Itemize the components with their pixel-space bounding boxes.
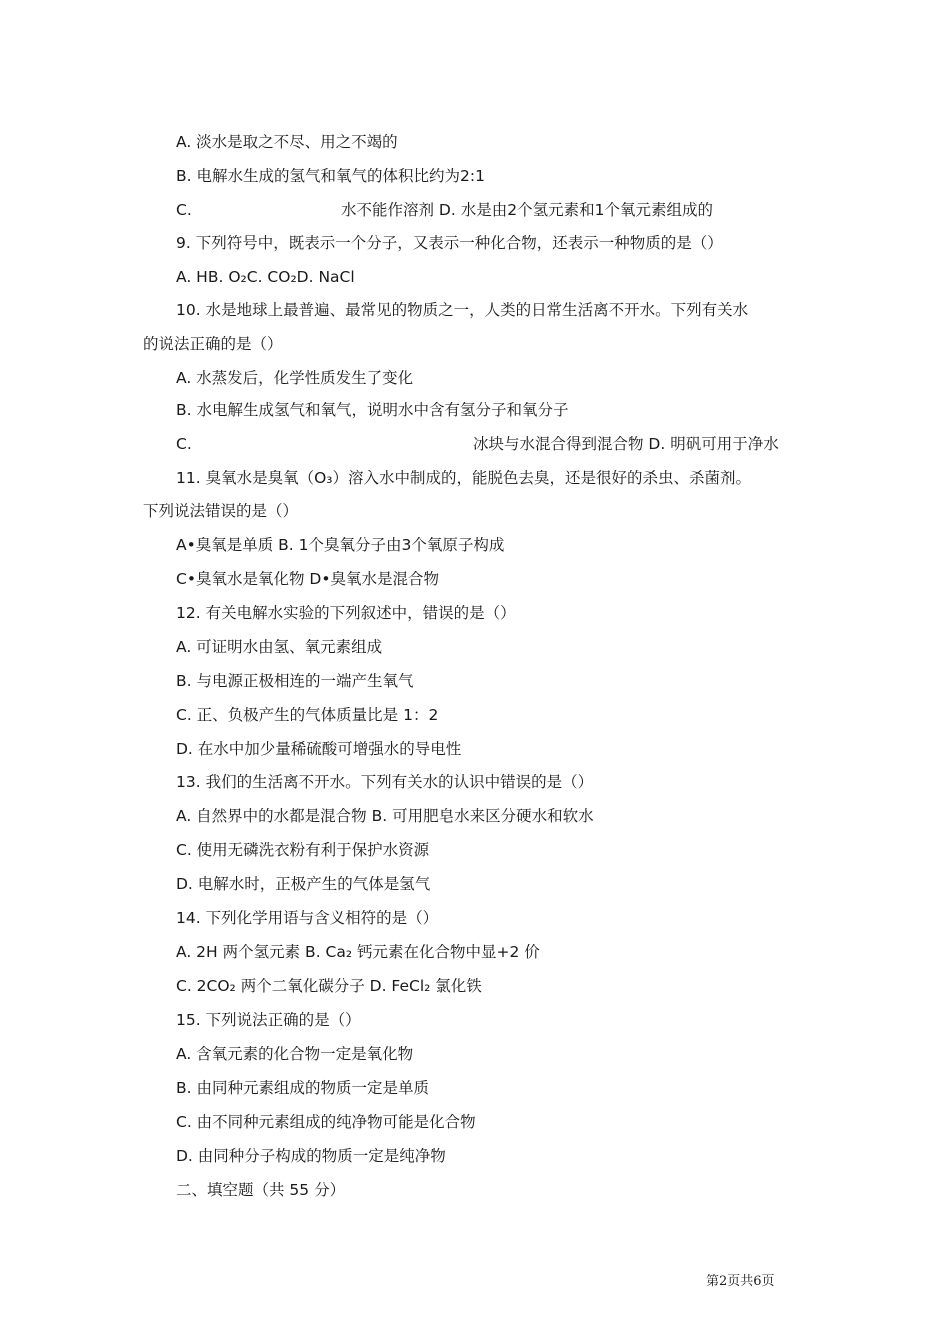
question-line: 14. 下列化学用语与含义相符的是（） <box>176 909 439 927</box>
page-footer: 第2页共6页 <box>706 1274 775 1289</box>
option-line: D. 电解水时，正极产生的气体是氢气 <box>176 875 431 893</box>
option-label: C. <box>176 435 192 453</box>
question-line: 15. 下列说法正确的是（） <box>176 1011 361 1029</box>
question-line: 12. 有关电解水实验的下列叙述中，错误的是（） <box>176 604 516 622</box>
option-text: 水不能作溶剂 D. 水是由2个氢元素和1个氧元素组成的 <box>341 201 713 219</box>
option-line: C. 正、负极产生的气体质量比是 1：2 <box>176 706 439 724</box>
option-line: A. 水蒸发后，化学性质发生了变化 <box>176 369 414 387</box>
question-line: 下列说法错误的是（） <box>143 502 299 520</box>
option-line: C•臭氧水是氧化物 D•臭氧水是混合物 <box>176 570 439 588</box>
option-text: 冰块与水混合得到混合物 D. 明矾可用于净水 <box>473 435 779 453</box>
option-line: C. 2CO₂ 两个二氧化碳分子 D. FeCl₂ 氯化铁 <box>176 977 482 995</box>
option-line: A. 自然界中的水都是混合物 B. 可用肥皂水来区分硬水和软水 <box>176 807 594 825</box>
option-line: B. 与电源正极相连的一端产生氧气 <box>176 672 414 690</box>
option-line: D. 由同种分子构成的物质一定是纯净物 <box>176 1147 446 1165</box>
option-line <box>176 199 816 221</box>
option-line: C. 由不同种元素组成的纯净物可能是化合物 <box>176 1113 476 1131</box>
option-line: A. 可证明水由氢、氧元素组成 <box>176 638 383 656</box>
option-line: A. HB. O₂C. CO₂D. NaCl <box>176 268 355 286</box>
question-line: 的说法正确的是（） <box>143 335 283 353</box>
option-label: C. <box>176 201 192 219</box>
option-line: A•臭氧是单质 B. 1个臭氧分子由3个氧原子构成 <box>176 536 505 554</box>
option-line: C. 使用无磷洗衣粉有利于保护水资源 <box>176 841 430 859</box>
question-line: 13. 我们的生活离不开水。下列有关水的认识中错误的是（） <box>176 773 594 791</box>
question-line: 9. 下列符号中，既表示一个分子，又表示一种化合物，还表示一种物质的是（） <box>176 234 723 252</box>
option-line: B. 水电解生成氢气和氧气，说明水中含有氢分子和氧分子 <box>176 401 569 419</box>
option-line <box>176 433 816 455</box>
option-line: D. 在水中加少量稀硫酸可增强水的导电性 <box>176 740 462 758</box>
option-line: B. 由同种元素组成的物质一定是单质 <box>176 1079 429 1097</box>
option-line: B. 电解水生成的氢气和氧气的体积比约为2:1 <box>176 167 485 185</box>
option-line: A. 淡水是取之不尽、用之不竭的 <box>176 133 398 151</box>
option-line: A. 2H 两个氢元素 B. Ca₂ 钙元素在化合物中显+2 价 <box>176 943 540 961</box>
question-line: 10. 水是地球上最普遍、最常见的物质之一，人类的日常生活离不开水。下列有关水 <box>176 301 749 319</box>
section-heading: 二、填空题（共 55 分） <box>176 1181 346 1199</box>
question-line: 11. 臭氧水是臭氧（O₃）溶入水中制成的，能脱色去臭，还是很好的杀虫、杀菌剂。 <box>176 469 751 487</box>
option-line: A. 含氧元素的化合物一定是氧化物 <box>176 1045 414 1063</box>
